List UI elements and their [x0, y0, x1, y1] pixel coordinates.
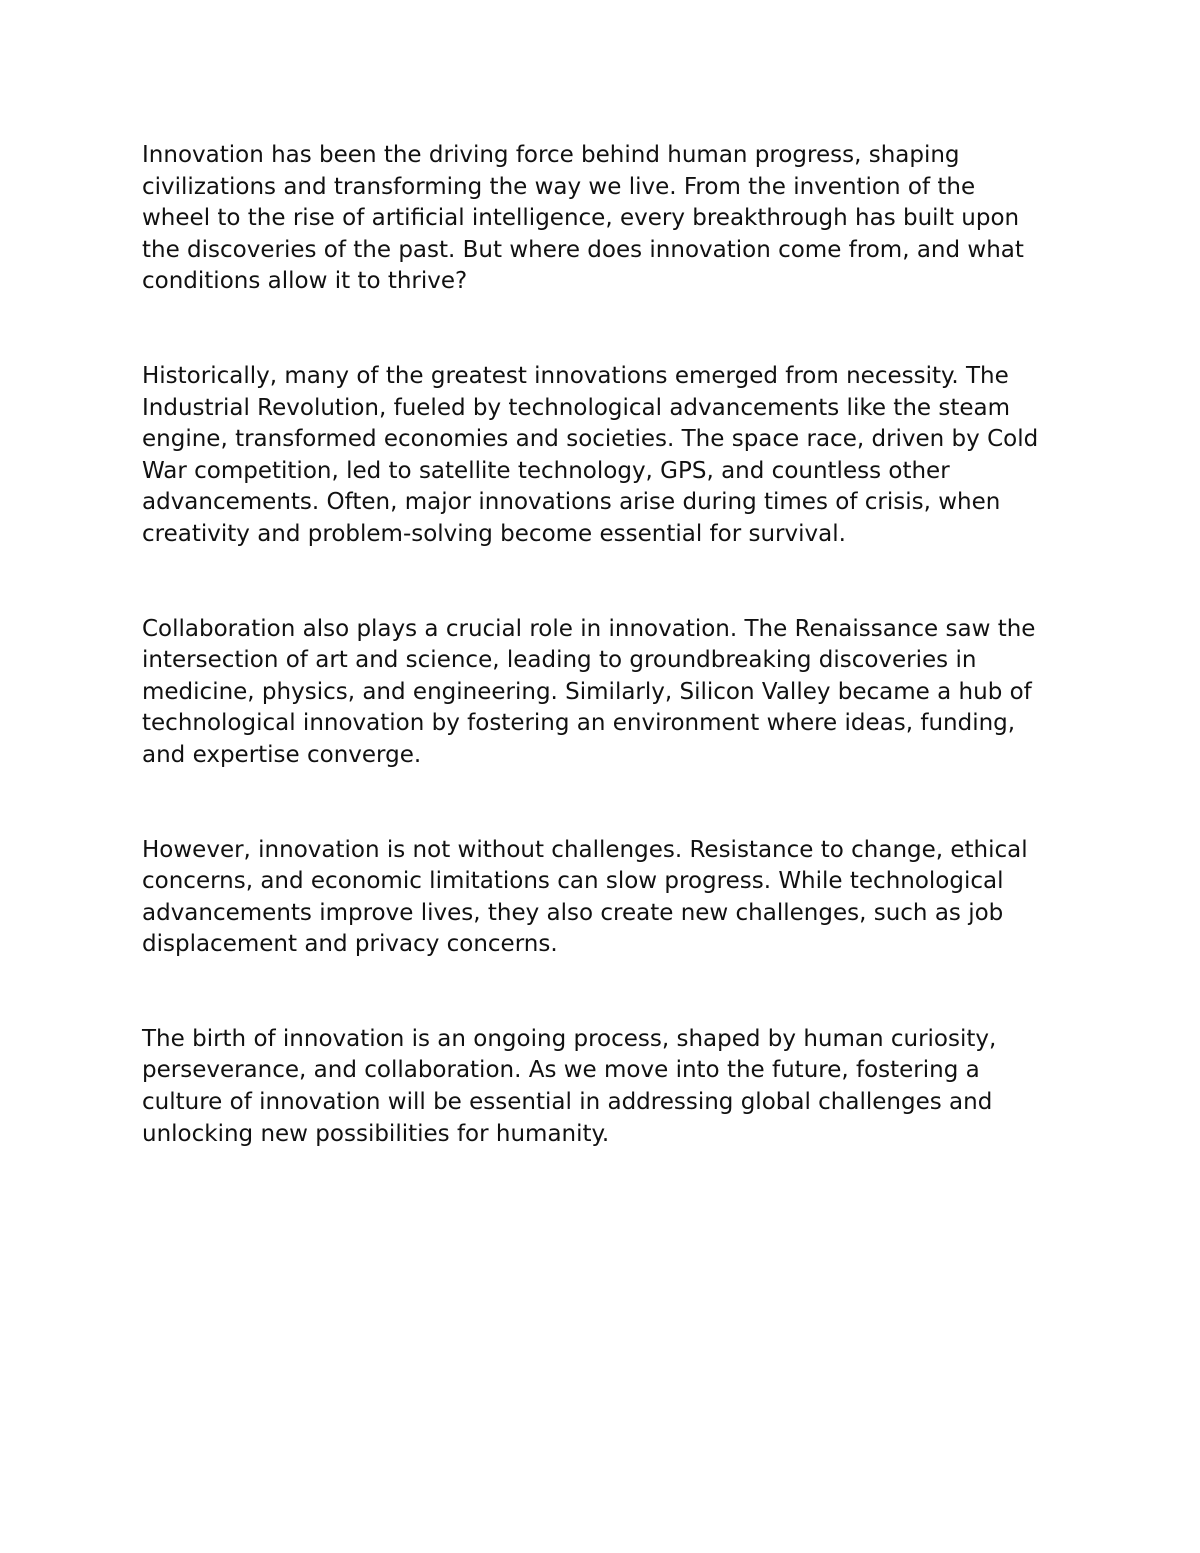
paragraph-line: and expertise converge. — [142, 741, 422, 768]
paragraph-line: concerns, and economic limitations can slow progress. While technological — [142, 868, 1004, 895]
paragraph-spacer — [142, 298, 1072, 361]
paragraph-line: War competition, led to satellite technology, GPS, and countless other — [142, 457, 950, 484]
paragraph-line: displacement and privacy concerns. — [142, 931, 558, 958]
paragraph-4 — [142, 835, 1072, 961]
paragraph-spacer — [142, 551, 1072, 614]
paragraph-line: creativity and problem-solving become essential for survival. — [142, 520, 846, 547]
paragraph-line: conditions allow it to thrive? — [142, 268, 468, 295]
paragraph-line: However, innovation is not without challenges. Resistance to change, ethical — [142, 836, 1028, 863]
paragraph-line: Collaboration also plays a crucial role in innovation. The Renaissance saw the — [142, 615, 1036, 642]
paragraph-line: advancements. Often, major innovations arise during times of crisis, when — [142, 489, 1001, 516]
paragraph-1 — [142, 140, 1072, 298]
paragraph-line: civilizations and transforming the way we live. From the invention of the — [142, 173, 976, 200]
paragraph-2 — [142, 361, 1072, 551]
paragraph-5 — [142, 1024, 1072, 1150]
paragraph-spacer — [142, 772, 1072, 835]
paragraph-line: advancements improve lives, they also create new challenges, such as job — [142, 899, 1004, 926]
paragraph-line: Industrial Revolution, fueled by technological advancements like the steam — [142, 394, 1011, 421]
paragraph-line: Innovation has been the driving force behind human progress, shaping — [142, 142, 960, 168]
paragraph-line: Historically, many of the greatest innovations emerged from necessity. The — [142, 362, 1009, 389]
paragraph-line: The birth of innovation is an ongoing process, shaped by human curiosity, — [142, 1025, 997, 1052]
paragraph-line: perseverance, and collaboration. As we move into the future, fostering a — [142, 1057, 980, 1084]
paragraph-line: wheel to the rise of artificial intelligence, every breakthrough has built upon — [142, 205, 1020, 232]
paragraph-line: medicine, physics, and engineering. Similarly, Silicon Valley became a hub of — [142, 678, 1032, 705]
paragraph-line: culture of innovation will be essential in addressing global challenges and — [142, 1089, 993, 1116]
paragraph-line: technological innovation by fostering an environment where ideas, funding, — [142, 710, 1016, 737]
paragraph-3 — [142, 614, 1072, 772]
document-body — [142, 140, 1072, 1150]
paragraph-spacer — [142, 961, 1072, 1024]
paragraph-line: the discoveries of the past. But where does innovation come from, and what — [142, 236, 1024, 263]
paragraph-line: intersection of art and science, leading to groundbreaking discoveries in — [142, 647, 977, 674]
paragraph-line: engine, transformed economies and societies. The space race, driven by Cold — [142, 426, 1039, 453]
paragraph-line: unlocking new possibilities for humanity. — [142, 1120, 610, 1147]
